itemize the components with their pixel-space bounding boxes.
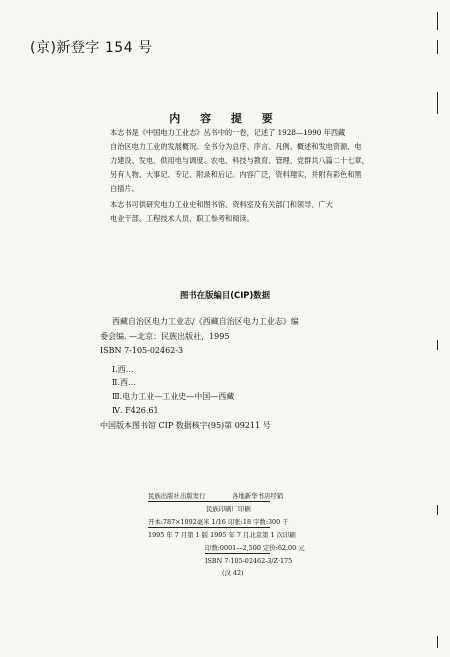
imprint-printer: 民族印刷厂印刷 [206, 505, 251, 513]
imprint-code: (汉 42) [222, 569, 244, 577]
summary-line: 自治区电力工业的发展概况。全书分为总序、序言、凡例、概述和发电资源、电 [110, 142, 362, 151]
scan-edge-mark [437, 92, 438, 114]
imprint-divider [148, 501, 270, 502]
summary-line: 另有人物、大事记、专记、附录和后记。内容广泛，资料翔实，并附有彩色和黑 [110, 170, 362, 179]
summary-paragraph-2 [110, 198, 372, 226]
imprint-distributor: 各地新华书店经销 [232, 492, 284, 500]
registration-number: (京)新登字 154 号 [30, 40, 153, 56]
summary-paragraph-1 [110, 126, 372, 196]
summary-line: 本志书是《中国电力工业志》丛书中的一卷，记述了 1928—1990 年西藏 [110, 128, 346, 137]
summary-line: 白插片。 [110, 184, 139, 193]
cip-title: 图书在版编目(CIP)数据 [179, 290, 271, 300]
summary-line: 本志书可供研究电力工业史和图书馆、资料室及有关部门和领导、广大 [110, 200, 333, 209]
imprint-divider [205, 553, 270, 554]
cip-subject-2: Ⅱ.西… [112, 378, 136, 387]
scan-edge-mark [437, 340, 438, 350]
imprint-print-run: 印数:0001—2,500 定价:62.00 元 [205, 544, 305, 552]
summary-title: 内 容 提 要 [169, 112, 281, 125]
cip-classification: Ⅳ. F426.61 [112, 406, 159, 415]
scan-edge-mark [437, 636, 438, 648]
cip-isbn: ISBN 7-105-02462-3 [100, 346, 184, 355]
imprint-divider [148, 527, 270, 528]
imprint-format: 开本:787×1092毫米 1/16 印张:18 字数:300 千 [148, 518, 289, 526]
imprint-edition: 1995 年 7 月第 1 版 1995 年 7 月北京第 1 次印刷 [148, 531, 296, 539]
summary-line: 电业干部、工程技术人员、职工参考和阅读。 [110, 214, 254, 223]
cip-subject-3: Ⅲ.电力工业—工业史—中国—西藏 [112, 392, 235, 401]
imprint-isbn: ISBN 7-105-02462-3/Z·175 [205, 557, 293, 565]
scan-edge-mark [437, 12, 438, 30]
cip-subject-1: Ⅰ.西… [112, 365, 134, 374]
cip-entry-title: 西藏自治区电力工业志/《西藏自治区电力工业志》编 [112, 317, 299, 326]
imprint-publisher: 民族出版社出版发行 [148, 492, 206, 500]
scan-edge-mark [437, 505, 438, 515]
cip-record-number: 中国版本图书馆 CIP 数据核字(95)第 09211 号 [100, 421, 271, 430]
scan-edge-mark [437, 40, 438, 54]
cip-entry-publisher: 委会编. —北京：民族出版社，1995 [100, 332, 230, 341]
summary-line: 力建设、发电、供用电与调度、农电、科技与教育、管理、党群共八篇二十七章， [110, 156, 369, 165]
